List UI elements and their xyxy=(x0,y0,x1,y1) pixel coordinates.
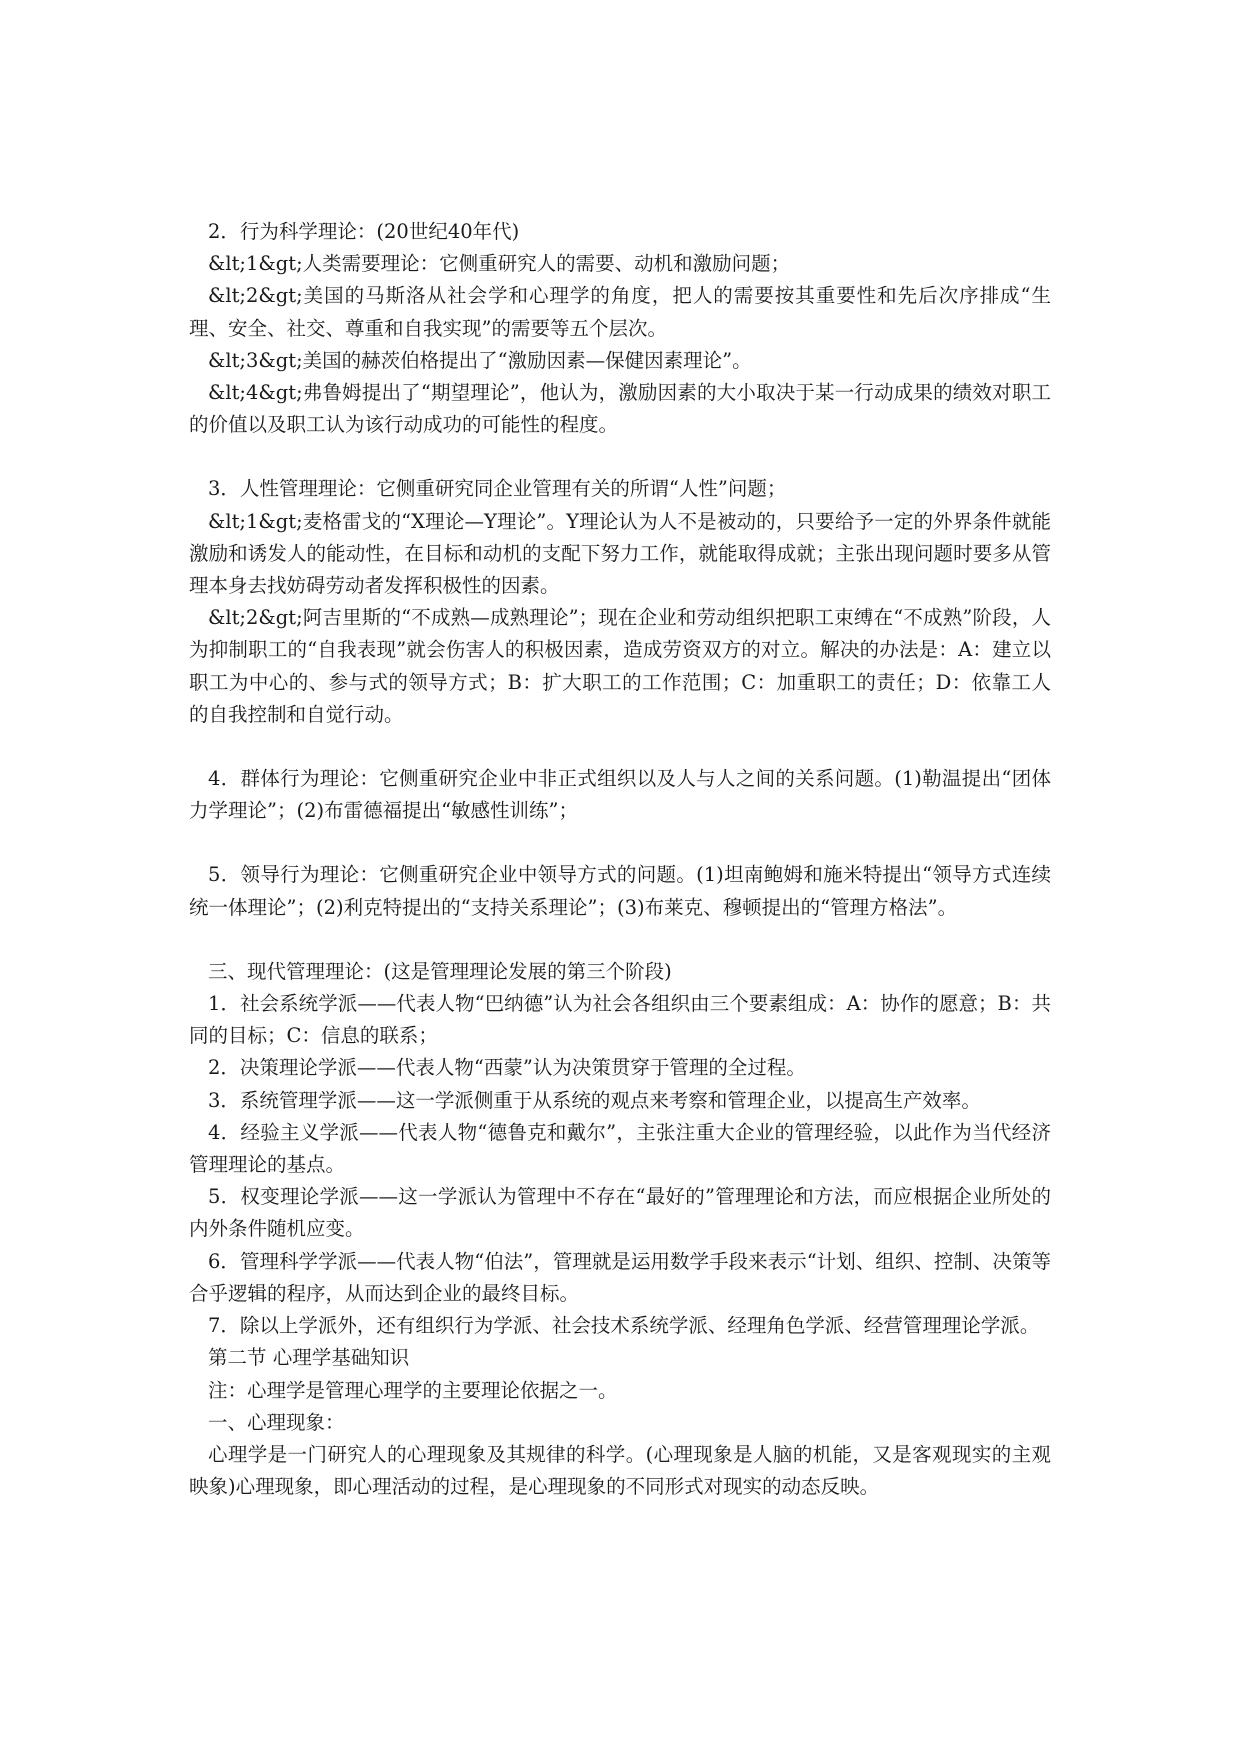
paragraph: &lt;1&gt;麦格雷戈的“X理论—Y理论”。Y理论认为人不是被动的，只要给予一定的外界条件就能激励和诱发人的能动性，在目标和动机的支配下努力工作，就能取得成就；主张出现问题时要多从管理本身去找妨碍劳动者发挥积极性的因素。 xyxy=(189,509,1051,598)
subsection-heading: 一、心理现象： xyxy=(208,1410,345,1434)
paragraph: 2．决策理论学派——代表人物“西蒙”认为决策贯穿于管理的全过程。 xyxy=(208,1056,806,1080)
paragraph: 1．社会系统学派——代表人物“巴纳德”认为社会各组织由三个要素组成：A：协作的愿意；B：共同的目标；C：信息的联系； xyxy=(189,992,1051,1048)
note: 注：心理学是管理心理学的主要理论依据之一。 xyxy=(208,1378,618,1402)
paragraph: 2．行为科学理论：(20世纪40年代) xyxy=(208,220,520,243)
paragraph: &lt;3&gt;美国的赫茨伯格提出了“激励因素—保健因素理论”。 xyxy=(208,348,752,372)
paragraph: 4．群体行为理论：它侧重研究企业中非正式组织以及人与人之间的关系问题。(1)勒温提出“团体力学理论”；(2)布雷德福提出“敏感性训练”； xyxy=(189,767,1051,823)
section-heading: 三、现代管理理论：(这是管理理论发展的第三个阶段) xyxy=(208,959,672,983)
blank-line xyxy=(189,827,1051,859)
paragraph: 7．除以上学派外，还有组织行为学派、社会技术系统学派、经理角色学派、经营管理理论学派。 xyxy=(208,1314,1040,1338)
paragraph: &lt;2&gt;阿吉里斯的“不成熟—成熟理论”；现在企业和劳动组织把职工束缚在“不成熟”阶段，人为抑制职工的“自我表现”就会伤害人的积极因素，造成劳资双方的对立。解决的办法是：A：建立以职工为中心的、参与式的领导方式；B：扩大职工的工作范围；C：加重职工的责任；D：依靠工人的自我控制和自觉行动。 xyxy=(189,606,1051,726)
section-heading: 第二节 心理学基础知识 xyxy=(208,1346,410,1370)
paragraph: 6．管理科学学派——代表人物“伯法”，管理就是运用数学手段来表示“计划、组织、控制、决策等合乎逻辑的程序，从而达到企业的最终目标。 xyxy=(189,1249,1051,1305)
document-page xyxy=(189,216,1051,1503)
paragraph: 心理学是一门研究人的心理现象及其规律的科学。(心理现象是人脑的机能，又是客观现实的主观映象)心理现象，即心理活动的过程，是心理现象的不同形式对现实的动态反映。 xyxy=(189,1442,1051,1499)
paragraph: &lt;4&gt;弗鲁姆提出了“期望理论”，他认为，激励因素的大小取决于某一行动成果的绩效对职工的价值以及职工认为该行动成功的可能性的程度。 xyxy=(189,381,1051,437)
paragraph: 5．权变理论学派——这一学派认为管理中不存在“最好的”管理理论和方法，而应根据企业所处的内外条件随机应变。 xyxy=(189,1185,1051,1241)
paragraph: &lt;1&gt;人类需要理论：它侧重研究人的需要、动机和激励问题； xyxy=(208,252,791,276)
paragraph: 3．系统管理学派——这一学派侧重于从系统的观点来考察和管理企业，以提高生产效率。 xyxy=(208,1088,981,1112)
blank-line xyxy=(189,731,1051,763)
paragraph: 5．领导行为理论：它侧重研究企业中领导方式的问题。(1)坦南鲍姆和施米特提出“领导方式连续统一体理论”；(2)利克特提出的“支持关系理论”；(3)布莱克、穆顿提出的“管理方格法”。 xyxy=(189,863,1051,919)
paragraph: &lt;2&gt;美国的马斯洛从社会学和心理学的角度，把人的需要按其重要性和先后次序排成“生理、安全、社交、尊重和自我实现”的需要等五个层次。 xyxy=(189,284,1051,340)
paragraph: 4．经验主义学派——代表人物“德鲁克和戴尔”，主张注重大企业的管理经验，以此作为当代经济管理理论的基点。 xyxy=(189,1120,1051,1177)
blank-line xyxy=(189,441,1051,473)
paragraph: 3．人性管理理论：它侧重研究同企业管理有关的所谓“人性”问题； xyxy=(208,477,787,501)
blank-line xyxy=(189,924,1051,956)
